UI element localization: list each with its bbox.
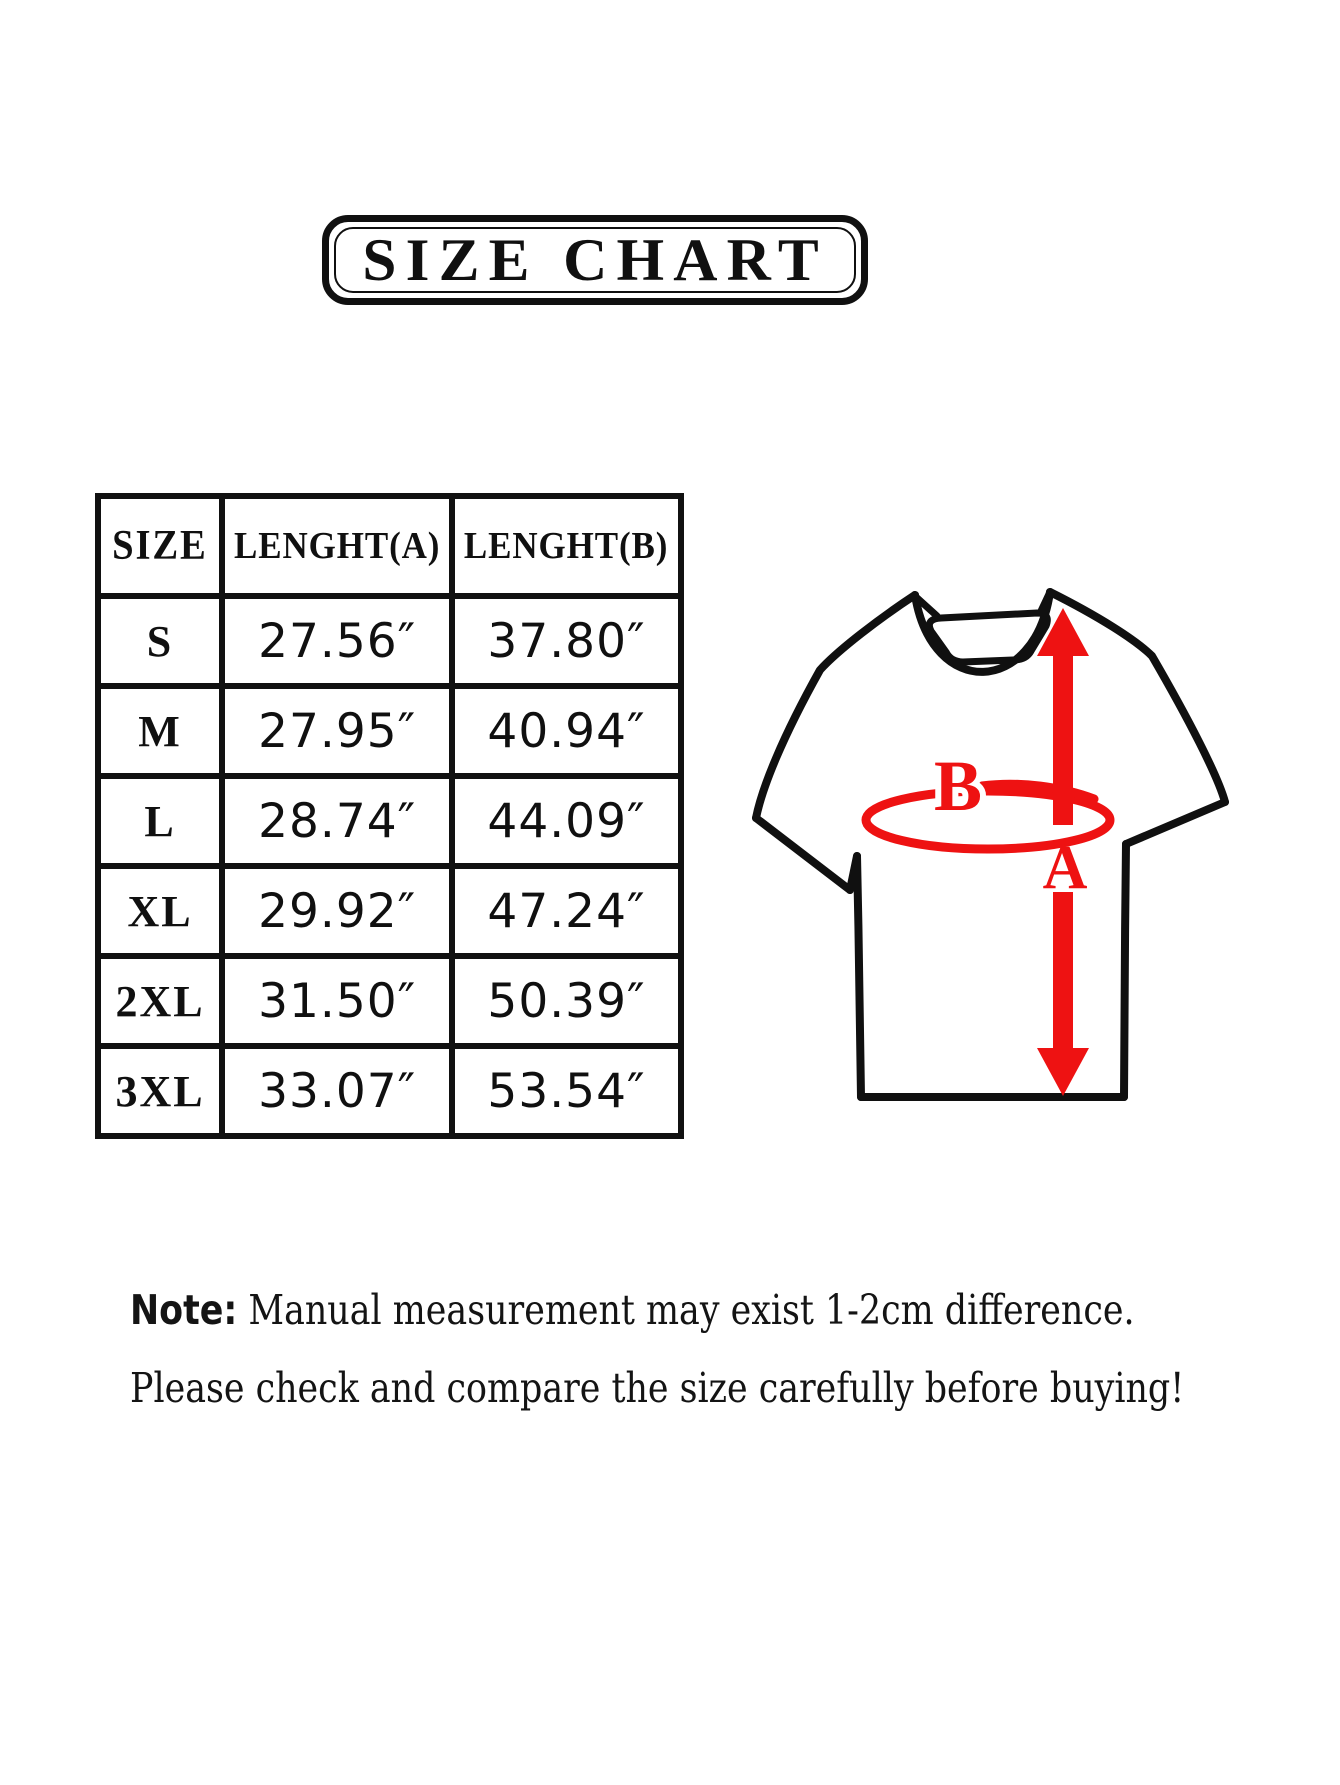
size-cell: 3XL: [98, 1046, 222, 1136]
header-length-a-label: LENGHT(A): [233, 525, 441, 567]
collar-opening: [929, 613, 1047, 662]
table-row: [98, 596, 681, 686]
note-line-1: [130, 1286, 1150, 1334]
arrow-head-down: [1037, 1048, 1089, 1096]
table-row: [98, 866, 681, 956]
chest-label-b: B: [933, 746, 983, 826]
size-cell: S: [98, 596, 222, 686]
table-row: [98, 956, 681, 1046]
body-right-side: [1124, 844, 1126, 1097]
page-title: SIZE CHART: [362, 226, 828, 293]
length-a-cell: 33.07″: [222, 1046, 452, 1136]
size-cell: XL: [98, 866, 222, 956]
title-box-inner-border: [334, 227, 856, 293]
length-a-cell: 27.95″: [222, 686, 452, 776]
right-shoulder-sleeve: [1050, 592, 1225, 802]
arrow-shaft-upper: [1053, 650, 1073, 825]
length-a-cell: 28.74″: [222, 776, 452, 866]
length-b-cell: 53.54″: [452, 1046, 680, 1136]
note-label: Note:: [130, 1286, 238, 1334]
size-cell: L: [98, 776, 222, 866]
body-left-side: [857, 856, 861, 1097]
length-label-a: A: [1042, 834, 1088, 902]
arrow-shaft-lower: [1053, 892, 1073, 1062]
header-cell-length-b: [452, 496, 680, 596]
length-b-cell: 44.09″: [452, 776, 680, 866]
header-length-b-label: LENGHT(B): [464, 525, 669, 567]
tshirt-measurement-diagram: [720, 500, 1240, 1120]
table-header-row: [98, 496, 681, 596]
table-row: [98, 1046, 681, 1136]
note-line-1-text: Manual measurement may exist 1-2cm difference.: [248, 1286, 1135, 1334]
left-shoulder-sleeve: [756, 595, 915, 818]
length-b-cell: 37.80″: [452, 596, 680, 686]
table-row: [98, 776, 681, 866]
size-cell: 2XL: [98, 956, 222, 1046]
note-line-2-text: Please check and compare the size carefully before buying!: [130, 1364, 1185, 1412]
header-cell-size: [98, 496, 222, 596]
right-cuff: [1126, 802, 1225, 844]
title-box: [322, 215, 868, 305]
size-cell: M: [98, 686, 222, 776]
note-line-2: [130, 1364, 1185, 1412]
length-a-cell: 29.92″: [222, 866, 452, 956]
note-section: [130, 1286, 1330, 1442]
measurement-marks: [866, 608, 1110, 1096]
size-table: [95, 493, 684, 1139]
header-cell-length-a: [222, 496, 452, 596]
length-a-cell: 31.50″: [222, 956, 452, 1046]
table-row: [98, 686, 681, 776]
left-cuff: [756, 818, 850, 890]
length-b-cell: 40.94″: [452, 686, 680, 776]
length-b-cell: 50.39″: [452, 956, 680, 1046]
header-size-label: SIZE: [112, 523, 208, 569]
length-b-cell: 47.24″: [452, 866, 680, 956]
length-a-cell: 27.56″: [222, 596, 452, 686]
